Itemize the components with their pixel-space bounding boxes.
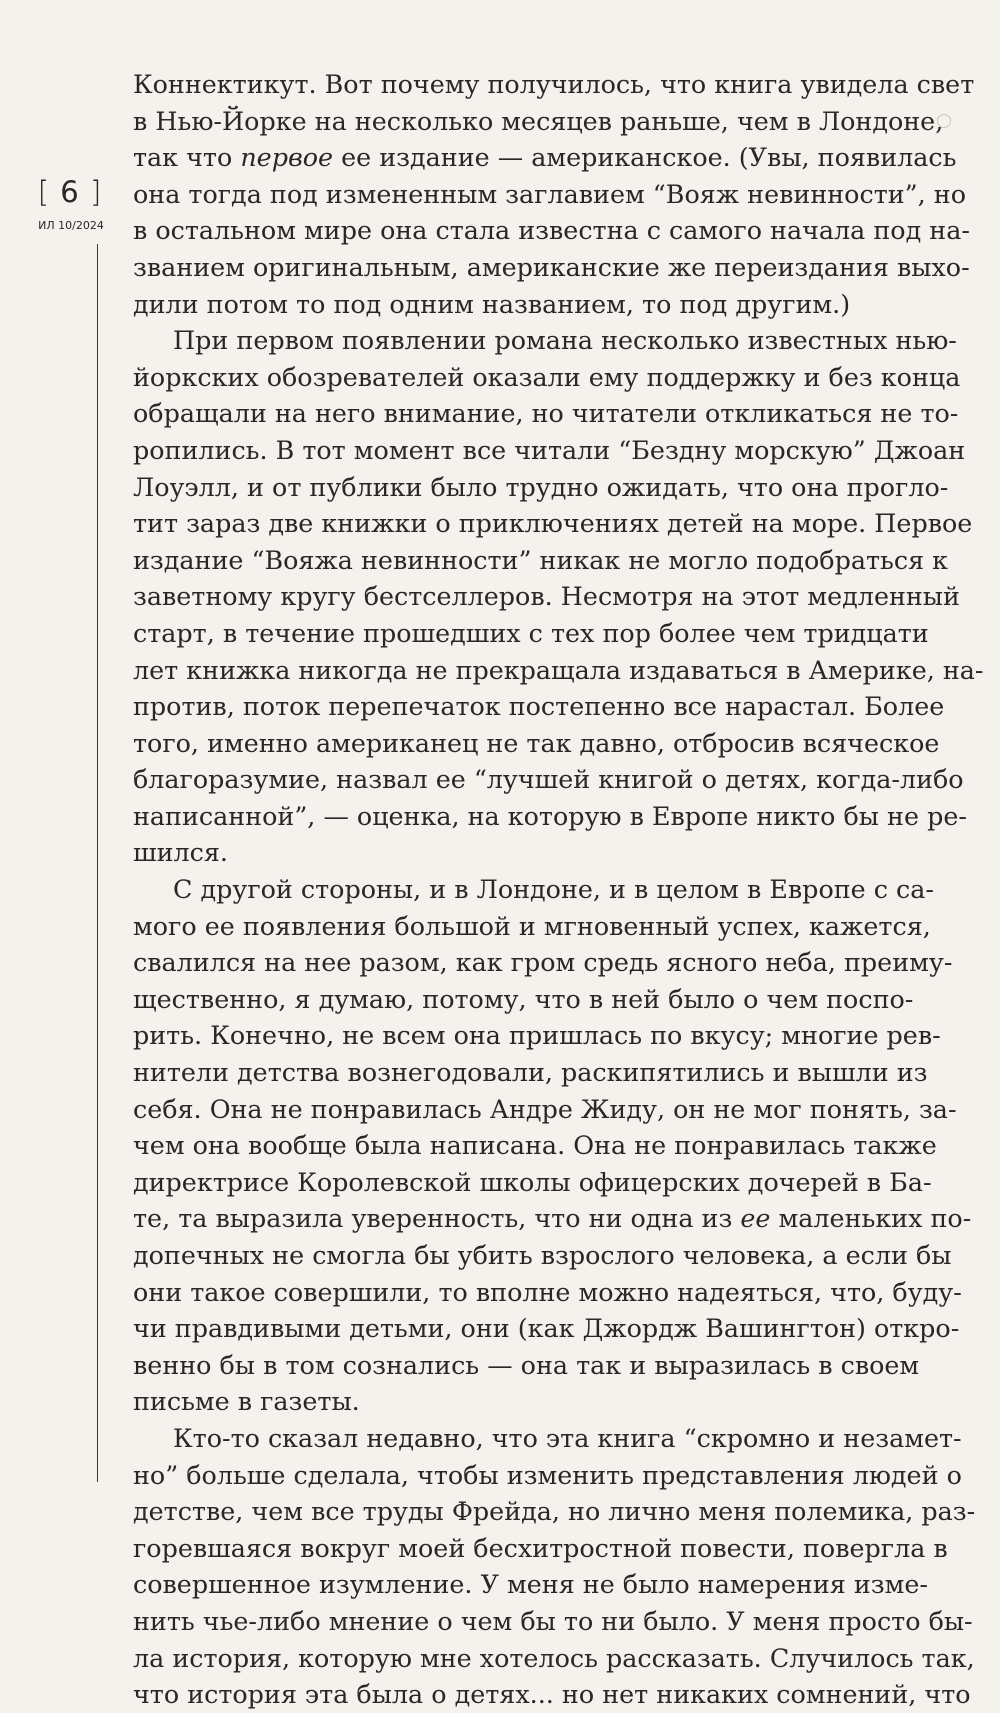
text-run: они такое совершили, то вполне можно надеяться, что, буду- — [133, 1276, 962, 1307]
text-line — [133, 1457, 962, 1494]
text-run: щественно, я думаю, потому, что в ней было о чем поспо- — [133, 983, 914, 1014]
text-run: Лоуэлл, и от публики было трудно ожидать, что она прогло- — [133, 471, 949, 502]
page-number-bracket-open: [ — [37, 175, 51, 209]
text-run: она тогда под измененным заглавием “Вояж невинности”, но — [133, 178, 966, 209]
text-run: против, поток перепечаток постепенно все нарастал. Более — [133, 691, 945, 722]
text-line — [133, 834, 913, 871]
text-run: Коннектикут. Вот почему получилось, что книга увидела свет — [133, 69, 975, 99]
text-line — [133, 688, 945, 725]
text-run: чем она вообще была написана. Она не понравилась также — [133, 1130, 937, 1161]
text-line — [133, 1676, 971, 1713]
page-number-bracket-close: ] — [89, 175, 103, 209]
paragraph — [133, 66, 975, 322]
page-number-value: 6 — [60, 175, 80, 209]
text-line — [133, 395, 959, 432]
text-run: детстве, чем все труды Фрейда, но лично меня полемика, раз- — [133, 1496, 976, 1527]
text-run: горевшаяся вокруг моей бесхитростной повести, повергла в — [133, 1532, 948, 1563]
text-run: ропились. В тот момент все читали “Бездну морскую” Джоан — [133, 434, 966, 465]
text-line — [133, 1017, 941, 1054]
text-line — [133, 1640, 975, 1677]
text-line — [133, 286, 913, 323]
text-run: совершенное изумление. У меня не было намерения изме- — [133, 1569, 928, 1600]
text-run: так что — [133, 142, 241, 173]
text-run: директрисе Королевской школы офицерских дочерей в Ба- — [133, 1166, 932, 1197]
text-line — [133, 1054, 928, 1091]
text-run: При первом появлении романа несколько известных нью- — [173, 325, 957, 356]
text-run: званием оригинальным, американские же переиздания выхо- — [133, 251, 970, 282]
text-line — [133, 615, 929, 652]
text-run: ее издание — американское. (Увы, появилась — [333, 142, 957, 173]
text-line — [133, 1347, 920, 1384]
text-line — [133, 725, 940, 762]
text-run: маленьких по- — [770, 1203, 972, 1234]
text-line — [133, 1383, 913, 1420]
text-line — [133, 1420, 962, 1457]
margin-rule — [97, 244, 98, 1482]
text-run: себя. Она не понравилась Андре Жиду, он не мог понять, за- — [133, 1093, 957, 1124]
text-line — [133, 322, 957, 359]
text-run: С другой стороны, и в Лондоне, и в целом в Европе с са- — [173, 874, 934, 905]
text-run: дили потом то под одним названием, то под другим.) — [133, 288, 851, 319]
text-run: допечных не смогла бы убить взрослого человека, а если бы — [133, 1240, 952, 1270]
text-run: нители детства вознегодовали, раскипятились и вышли из — [133, 1057, 928, 1088]
text-run: те, та выразила уверенность, что ни одна из — [133, 1203, 741, 1234]
text-line — [133, 176, 966, 213]
text-run: тит зараз две книжки о приключениях детей на море. Первое — [133, 508, 973, 539]
text-line — [133, 1530, 948, 1567]
text-run: ее — [740, 1203, 771, 1234]
text-line — [133, 981, 913, 1018]
issue-label: ИЛ 10/2024 — [38, 219, 104, 232]
text-line — [133, 1127, 937, 1164]
page-number — [37, 174, 103, 210]
text-line — [133, 1603, 973, 1640]
text-line — [133, 212, 970, 249]
text-line — [133, 578, 960, 615]
text-run: мого ее появления большой и мгновенный успех, кажется, — [133, 910, 931, 941]
paragraph — [133, 322, 984, 871]
text-run: благоразумие, назвал ее “лучшей книгой о детях, когда-либо — [133, 764, 964, 795]
text-run: ла история, которую мне хотелось рассказать. Случилось так, — [133, 1642, 975, 1673]
text-run: шился. — [133, 837, 228, 868]
text-line — [133, 505, 973, 542]
text-line — [133, 103, 944, 140]
text-run: венно бы в том сознались — она так и выразилась в своем — [133, 1349, 920, 1380]
text-run: свалился на нее разом, как гром средь ясного неба, преиму- — [133, 947, 953, 978]
paragraph — [133, 1420, 976, 1713]
text-run: в Нью-Йорке на несколько месяцев раньше, чем в Лондоне, — [133, 105, 944, 136]
text-line — [133, 798, 967, 835]
text-line — [133, 1310, 960, 1347]
text-run: старт, в течение прошедших с тех пор более чем тридцати — [133, 617, 929, 648]
text-line — [133, 469, 949, 506]
text-run: Кто-то сказал недавно, что эта книга “скромно и незамет- — [173, 1422, 962, 1453]
text-run: что история эта была о детях... но нет никаких сомнений, что — [133, 1679, 971, 1710]
text-run: письме в газеты. — [133, 1386, 360, 1417]
text-run: написанной”, — оценка, на которую в Европе никто бы не ре- — [133, 800, 967, 831]
text-line — [133, 139, 957, 176]
text-run: йоркских обозревателей оказали ему поддержку и без конца — [133, 361, 961, 392]
text-run: издание “Вояжа невинности” никак не могло подобраться к — [133, 544, 949, 575]
text-run: но” больше сделала, чтобы изменить представления людей о — [133, 1459, 962, 1490]
text-line — [133, 1566, 928, 1603]
text-run: заветному кругу бестселлеров. Несмотря на этот медленный — [133, 581, 960, 612]
text-line — [133, 1164, 932, 1201]
text-line — [133, 908, 931, 945]
text-line — [133, 1091, 957, 1128]
text-line — [133, 432, 966, 469]
text-line — [133, 761, 964, 798]
text-run: того, именно американец не так давно, отбросив всяческое — [133, 727, 940, 758]
text-run: обращали на него внимание, но читатели откликаться не то- — [133, 398, 959, 429]
text-run: лет книжка никогда не прекращала издаваться в Америке, на- — [133, 654, 984, 685]
text-run: первое — [240, 142, 334, 173]
text-line — [133, 1274, 962, 1311]
text-run: в остальном мире она стала известна с самого начала под на- — [133, 215, 970, 246]
text-line — [133, 1237, 952, 1274]
body-text — [133, 66, 984, 1713]
text-run: рить. Конечно, не всем она пришлась по вкусу; многие рев- — [133, 1020, 941, 1051]
text-line — [133, 66, 975, 103]
text-line — [133, 652, 984, 689]
text-line — [133, 871, 934, 908]
text-run: нить чье-либо мнение о чем бы то ни было. У меня просто бы- — [133, 1605, 973, 1636]
text-line — [133, 944, 953, 981]
text-line — [133, 359, 961, 396]
text-line — [133, 249, 970, 286]
paragraph — [133, 871, 972, 1420]
text-line — [133, 542, 949, 579]
text-line — [133, 1493, 976, 1530]
text-run: чи правдивыми детьми, они (как Джордж Вашингтон) откро- — [133, 1313, 960, 1344]
text-line — [133, 1200, 972, 1237]
